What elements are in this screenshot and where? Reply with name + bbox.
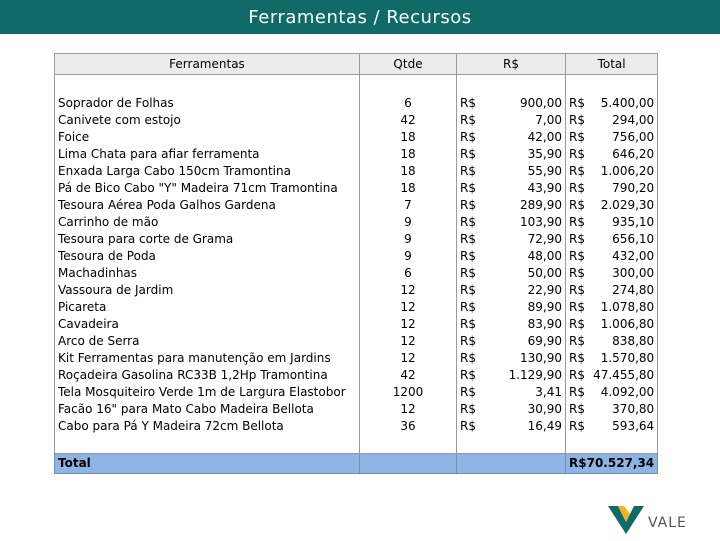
- tool-total-cell: [566, 248, 658, 265]
- tool-total: 274,80: [612, 283, 655, 297]
- tool-qty: 12: [360, 333, 457, 350]
- total-currency: R$: [569, 249, 585, 263]
- tool-price-cell: [457, 163, 566, 180]
- tool-total: 1.006,20: [600, 164, 655, 178]
- tool-total-cell: [566, 163, 658, 180]
- total-currency: R$: [569, 300, 585, 314]
- tool-total: 1.006,80: [600, 317, 655, 331]
- tool-total: 1.078,80: [600, 300, 655, 314]
- tool-total-cell: [566, 316, 658, 333]
- total-currency: R$: [569, 385, 585, 399]
- tool-price: 55,90: [527, 164, 562, 178]
- tool-price-cell: [457, 146, 566, 163]
- tool-price-cell: [457, 180, 566, 197]
- total-label: Total: [55, 454, 360, 474]
- tool-total-cell: [566, 333, 658, 350]
- price-currency: R$: [460, 334, 476, 348]
- price-currency: R$: [460, 130, 476, 144]
- tool-total-cell: [566, 350, 658, 367]
- tool-price: 900,00: [520, 96, 562, 110]
- table-body: [55, 75, 658, 436]
- tool-total-cell: [566, 129, 658, 146]
- tool-price: 22,90: [527, 283, 562, 297]
- tool-total-cell: [566, 367, 658, 384]
- tool-total: 593,64: [612, 419, 655, 433]
- vale-logo-mark: [608, 500, 708, 536]
- col-header-tool: Ferramentas: [55, 54, 360, 75]
- tool-price-cell: [457, 95, 566, 112]
- tool-price-cell: [457, 316, 566, 333]
- tool-price-cell: [457, 367, 566, 384]
- total-currency: R$: [569, 368, 585, 382]
- price-currency: R$: [460, 232, 476, 246]
- tool-total: 432,00: [612, 249, 655, 263]
- total-value: 70.527,34: [586, 456, 655, 470]
- tool-total: 5.400,00: [600, 96, 655, 110]
- tool-qty: 1200: [360, 384, 457, 401]
- tool-qty: 42: [360, 367, 457, 384]
- tool-total: 370,80: [612, 402, 655, 416]
- tool-qty: 18: [360, 163, 457, 180]
- vale-logo: [608, 500, 708, 536]
- tool-total: 656,10: [612, 232, 655, 246]
- tool-name: Carrinho de mão: [55, 214, 360, 231]
- tool-price: 103,90: [520, 215, 562, 229]
- tool-qty: 6: [360, 95, 457, 112]
- tool-total: 300,00: [612, 266, 655, 280]
- tool-total-cell: [566, 418, 658, 435]
- tool-price-cell: [457, 129, 566, 146]
- tool-qty: 12: [360, 350, 457, 367]
- tool-name: Tesoura de Poda: [55, 248, 360, 265]
- price-currency: R$: [460, 283, 476, 297]
- price-currency: R$: [460, 249, 476, 263]
- total-currency: R$: [569, 113, 585, 127]
- tool-price: 83,90: [527, 317, 562, 331]
- total-currency: R$: [569, 96, 585, 110]
- table-row: [55, 95, 658, 112]
- spacer-row: [55, 75, 658, 96]
- price-currency: R$: [460, 368, 476, 382]
- table-row: [55, 401, 658, 418]
- total-currency: R$: [569, 283, 585, 297]
- price-currency: R$: [460, 181, 476, 195]
- table-row: [55, 129, 658, 146]
- tool-qty: 6: [360, 265, 457, 282]
- price-currency: R$: [460, 215, 476, 229]
- tool-qty: 7: [360, 197, 457, 214]
- total-currency: R$: [569, 198, 585, 212]
- tool-total-cell: [566, 112, 658, 129]
- tool-total-cell: [566, 265, 658, 282]
- total-currency: R$: [569, 215, 585, 229]
- blank-row: [55, 435, 658, 454]
- tool-name: Enxada Larga Cabo 150cm Tramontina: [55, 163, 360, 180]
- total-currency: R$: [569, 317, 585, 331]
- tool-name: Arco de Serra: [55, 333, 360, 350]
- tool-qty: 18: [360, 146, 457, 163]
- table-header-row: [55, 54, 658, 75]
- tool-qty: 9: [360, 248, 457, 265]
- tool-total: 2.029,30: [600, 198, 655, 212]
- tool-price: 35,90: [527, 147, 562, 161]
- price-currency: R$: [460, 385, 476, 399]
- tool-name: Kit Ferramentas para manutenção em Jardins: [55, 350, 360, 367]
- tool-total: 1.570,80: [600, 351, 655, 365]
- price-currency: R$: [460, 164, 476, 178]
- total-currency: R$: [569, 351, 585, 365]
- table-row: [55, 180, 658, 197]
- tool-price: 89,90: [527, 300, 562, 314]
- tool-price-cell: [457, 299, 566, 316]
- tool-price-cell: [457, 350, 566, 367]
- table-row: [55, 418, 658, 435]
- tool-name: Pá de Bico Cabo "Y" Madeira 71cm Tramontina: [55, 180, 360, 197]
- table-row: [55, 163, 658, 180]
- tool-name: Foice: [55, 129, 360, 146]
- total-currency: R$: [569, 419, 585, 433]
- tool-total: 935,10: [612, 215, 655, 229]
- tool-name: Roçadeira Gasolina RC33B 1,2Hp Tramontina: [55, 367, 360, 384]
- table-row: [55, 299, 658, 316]
- tool-name: Cabo para Pá Y Madeira 72cm Bellota: [55, 418, 360, 435]
- total-row: [55, 454, 658, 474]
- total-value-cell: [566, 454, 658, 474]
- tool-price-cell: [457, 418, 566, 435]
- tool-total-cell: [566, 299, 658, 316]
- table-row: [55, 350, 658, 367]
- tool-price: 30,90: [527, 402, 562, 416]
- tool-name: Lima Chata para afiar ferramenta: [55, 146, 360, 163]
- tool-price: 50,00: [527, 266, 562, 280]
- tool-price: 43,90: [527, 181, 562, 195]
- tool-name: Tesoura Aérea Poda Galhos Gardena: [55, 197, 360, 214]
- tool-price-cell: [457, 214, 566, 231]
- tool-total-cell: [566, 180, 658, 197]
- tool-price: 3,41: [535, 385, 562, 399]
- tool-total-cell: [566, 146, 658, 163]
- tool-total: 838,80: [612, 334, 655, 348]
- tool-price: 289,90: [520, 198, 562, 212]
- total-currency: R$: [569, 130, 585, 144]
- price-currency: R$: [460, 402, 476, 416]
- tool-price-cell: [457, 248, 566, 265]
- total-currency: R$: [569, 232, 585, 246]
- tool-price-cell: [457, 197, 566, 214]
- tool-total: 790,20: [612, 181, 655, 195]
- table-row: [55, 248, 658, 265]
- table-row: [55, 265, 658, 282]
- tool-qty: 12: [360, 401, 457, 418]
- tool-total: 294,00: [612, 113, 655, 127]
- tool-name: Machadinhas: [55, 265, 360, 282]
- table-row: [55, 282, 658, 299]
- tool-price-cell: [457, 384, 566, 401]
- tool-qty: 18: [360, 180, 457, 197]
- tool-total-cell: [566, 231, 658, 248]
- tool-price-cell: [457, 282, 566, 299]
- tool-qty: 42: [360, 112, 457, 129]
- tool-name: Facão 16" para Mato Cabo Madeira Bellota: [55, 401, 360, 418]
- table-row: [55, 146, 658, 163]
- total-currency: R$: [569, 334, 585, 348]
- col-header-total: Total: [566, 54, 658, 75]
- price-currency: R$: [460, 96, 476, 110]
- tool-name: Vassoura de Jardim: [55, 282, 360, 299]
- table-row: [55, 316, 658, 333]
- table-row: [55, 384, 658, 401]
- table-row: [55, 333, 658, 350]
- tool-total: 4.092,00: [600, 385, 655, 399]
- tool-total-cell: [566, 401, 658, 418]
- total-currency: R$: [569, 164, 585, 178]
- tools-table: [54, 53, 658, 474]
- tool-price-cell: [457, 112, 566, 129]
- total-currency: R$: [569, 266, 585, 280]
- col-header-qty: Qtde: [360, 54, 457, 75]
- tool-price: 72,90: [527, 232, 562, 246]
- tool-name: Cavadeira: [55, 316, 360, 333]
- tool-price-cell: [457, 401, 566, 418]
- tool-price: 42,00: [527, 130, 562, 144]
- price-currency: R$: [460, 147, 476, 161]
- total-currency: R$: [569, 181, 585, 195]
- slide-header: [0, 0, 720, 34]
- tool-price: 48,00: [527, 249, 562, 263]
- tool-price-cell: [457, 265, 566, 282]
- tool-qty: 12: [360, 299, 457, 316]
- tool-qty: 36: [360, 418, 457, 435]
- price-currency: R$: [460, 419, 476, 433]
- price-currency: R$: [460, 300, 476, 314]
- tool-price: 69,90: [527, 334, 562, 348]
- col-header-price: R$: [457, 54, 566, 75]
- tool-qty: 12: [360, 316, 457, 333]
- tool-total-cell: [566, 282, 658, 299]
- vale-logo-text: VALE: [648, 515, 687, 531]
- total-currency: R$: [569, 147, 585, 161]
- total-currency: R$: [569, 402, 585, 416]
- tool-total-cell: [566, 214, 658, 231]
- tool-total: 756,00: [612, 130, 655, 144]
- tool-name: Tela Mosquiteiro Verde 1m de Largura Elastobor: [55, 384, 360, 401]
- tool-price: 130,90: [520, 351, 562, 365]
- tool-price-cell: [457, 333, 566, 350]
- tool-qty: 9: [360, 231, 457, 248]
- tool-qty: 12: [360, 282, 457, 299]
- table-row: [55, 367, 658, 384]
- tool-total-cell: [566, 95, 658, 112]
- tool-qty: 18: [360, 129, 457, 146]
- tool-name: Picareta: [55, 299, 360, 316]
- tool-price-cell: [457, 231, 566, 248]
- table-row: [55, 197, 658, 214]
- table-row: [55, 231, 658, 248]
- price-currency: R$: [460, 317, 476, 331]
- tool-total: 47.455,80: [593, 368, 655, 382]
- tool-name: Tesoura para corte de Grama: [55, 231, 360, 248]
- price-currency: R$: [460, 113, 476, 127]
- tool-name: Soprador de Folhas: [55, 95, 360, 112]
- price-currency: R$: [460, 266, 476, 280]
- slide-title: Ferramentas / Recursos: [248, 6, 472, 28]
- tool-price: 16,49: [527, 419, 562, 433]
- tool-total: 646,20: [612, 147, 655, 161]
- price-currency: R$: [460, 198, 476, 212]
- total-currency: R$: [569, 456, 587, 470]
- table-row: [55, 214, 658, 231]
- tool-price: 1.129,90: [508, 368, 562, 382]
- tool-total-cell: [566, 197, 658, 214]
- tool-total-cell: [566, 384, 658, 401]
- price-currency: R$: [460, 351, 476, 365]
- table-row: [55, 112, 658, 129]
- tool-name: Canivete com estojo: [55, 112, 360, 129]
- tool-price: 7,00: [535, 113, 562, 127]
- tool-qty: 9: [360, 214, 457, 231]
